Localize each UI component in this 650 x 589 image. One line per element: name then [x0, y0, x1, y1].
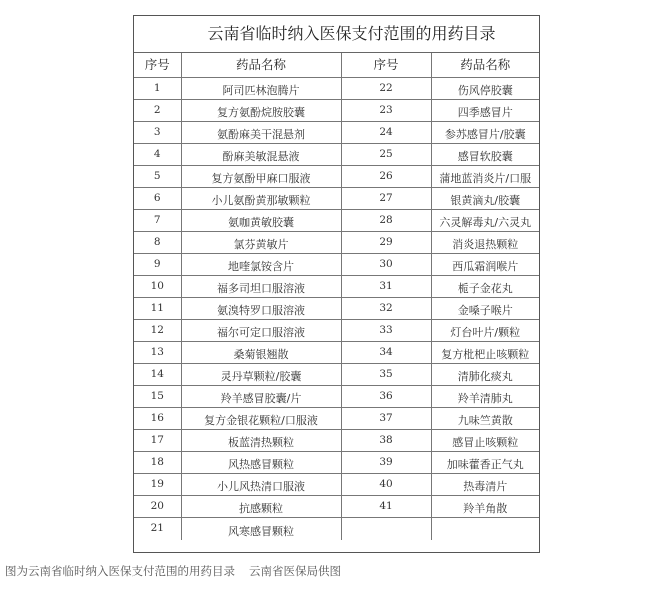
table-row	[134, 342, 539, 364]
caption-text: 图为云南省临时纳入医保支付范围的用药目录	[5, 564, 235, 578]
seq-cell: 15	[134, 386, 181, 408]
table-row	[134, 144, 539, 166]
seq-cell: 36	[341, 386, 431, 408]
table-row	[134, 364, 539, 386]
table-row	[134, 452, 539, 474]
seq-cell	[341, 518, 431, 540]
drug-name-cell: 复方枇杷止咳颗粒	[431, 342, 539, 364]
table-row	[134, 386, 539, 408]
drug-name-cell: 清肺化痰丸	[431, 364, 539, 386]
header-seq: 序号	[134, 53, 181, 78]
drug-name-cell: 氨咖黄敏胶囊	[181, 210, 341, 232]
drug-name-cell: 酚麻美敏混悬液	[181, 144, 341, 166]
drug-table	[134, 53, 539, 540]
seq-cell: 32	[341, 298, 431, 320]
drug-name-cell: 风寒感冒颗粒	[181, 518, 341, 540]
drug-name-cell: 伤风停胶囊	[431, 78, 539, 100]
seq-cell: 13	[134, 342, 181, 364]
seq-cell: 20	[134, 496, 181, 518]
seq-cell: 38	[341, 430, 431, 452]
drug-name-cell: 感冒止咳颗粒	[431, 430, 539, 452]
table-row	[134, 276, 539, 298]
image-caption	[5, 563, 650, 579]
seq-cell: 7	[134, 210, 181, 232]
drug-name-cell: 阿司匹林泡腾片	[181, 78, 341, 100]
seq-cell: 10	[134, 276, 181, 298]
table-row	[134, 320, 539, 342]
seq-cell: 27	[341, 188, 431, 210]
drug-name-cell: 栀子金花丸	[431, 276, 539, 298]
drug-name-cell: 桑菊银翘散	[181, 342, 341, 364]
seq-cell: 12	[134, 320, 181, 342]
drug-name-cell: 热毒清片	[431, 474, 539, 496]
table-row	[134, 210, 539, 232]
table-row	[134, 166, 539, 188]
drug-name-cell: 复方氨酚甲麻口服液	[181, 166, 341, 188]
table-row	[134, 122, 539, 144]
drug-name-cell: 羚羊感冒胶囊/片	[181, 386, 341, 408]
drug-name-cell: 西瓜霜润喉片	[431, 254, 539, 276]
seq-cell: 31	[341, 276, 431, 298]
seq-cell: 34	[341, 342, 431, 364]
drug-name-cell: 蒲地蓝消炎片/口服	[431, 166, 539, 188]
header-name: 药品名称	[181, 53, 341, 78]
seq-cell: 21	[134, 518, 181, 540]
drug-name-cell: 加味藿香正气丸	[431, 452, 539, 474]
table-row	[134, 474, 539, 496]
seq-cell: 19	[134, 474, 181, 496]
drug-name-cell: 六灵解毒丸/六灵丸	[431, 210, 539, 232]
table-title: 云南省临时纳入医保支付范围的用药目录	[134, 16, 539, 53]
seq-cell: 2	[134, 100, 181, 122]
drug-name-cell	[431, 518, 539, 540]
drug-name-cell: 氯芬黄敏片	[181, 232, 341, 254]
drug-name-cell: 氨酚麻美干混悬剂	[181, 122, 341, 144]
table-row	[134, 254, 539, 276]
drug-name-cell: 氨溴特罗口服溶液	[181, 298, 341, 320]
table-header-row	[134, 53, 539, 78]
seq-cell: 8	[134, 232, 181, 254]
seq-cell: 28	[341, 210, 431, 232]
drug-name-cell: 复方氨酚烷胺胶囊	[181, 100, 341, 122]
seq-cell: 16	[134, 408, 181, 430]
drug-list-image	[133, 15, 540, 553]
seq-cell: 22	[341, 78, 431, 100]
drug-name-cell: 抗感颗粒	[181, 496, 341, 518]
drug-name-cell: 小儿风热清口服液	[181, 474, 341, 496]
drug-name-cell: 参苏感冒片/胶囊	[431, 122, 539, 144]
drug-name-cell: 九味竺黄散	[431, 408, 539, 430]
seq-cell: 9	[134, 254, 181, 276]
seq-cell: 26	[341, 166, 431, 188]
table-row	[134, 188, 539, 210]
seq-cell: 3	[134, 122, 181, 144]
table-row	[134, 100, 539, 122]
seq-cell: 1	[134, 78, 181, 100]
seq-cell: 41	[341, 496, 431, 518]
drug-name-cell: 金嗓子喉片	[431, 298, 539, 320]
caption-credit: 云南省医保局供图	[249, 564, 341, 578]
seq-cell: 35	[341, 364, 431, 386]
seq-cell: 23	[341, 100, 431, 122]
seq-cell: 33	[341, 320, 431, 342]
drug-name-cell: 消炎退热颗粒	[431, 232, 539, 254]
seq-cell: 24	[341, 122, 431, 144]
table-row	[134, 232, 539, 254]
drug-name-cell: 羚羊角散	[431, 496, 539, 518]
table-row	[134, 78, 539, 100]
seq-cell: 30	[341, 254, 431, 276]
seq-cell: 17	[134, 430, 181, 452]
drug-name-cell: 小儿氨酚黄那敏颗粒	[181, 188, 341, 210]
drug-name-cell: 复方金银花颗粒/口服液	[181, 408, 341, 430]
table-row	[134, 430, 539, 452]
table-row	[134, 408, 539, 430]
drug-name-cell: 福尔可定口服溶液	[181, 320, 341, 342]
drug-name-cell: 四季感冒片	[431, 100, 539, 122]
seq-cell: 29	[341, 232, 431, 254]
drug-name-cell: 地喹氯铵含片	[181, 254, 341, 276]
seq-cell: 25	[341, 144, 431, 166]
seq-cell: 39	[341, 452, 431, 474]
seq-cell: 18	[134, 452, 181, 474]
header-seq: 序号	[341, 53, 431, 78]
table-row	[134, 496, 539, 518]
drug-name-cell: 感冒软胶囊	[431, 144, 539, 166]
seq-cell: 6	[134, 188, 181, 210]
seq-cell: 40	[341, 474, 431, 496]
table-row	[134, 518, 539, 540]
drug-name-cell: 灯台叶片/颗粒	[431, 320, 539, 342]
drug-name-cell: 银黄滴丸/胶囊	[431, 188, 539, 210]
seq-cell: 5	[134, 166, 181, 188]
table-row	[134, 298, 539, 320]
drug-name-cell: 福多司坦口服溶液	[181, 276, 341, 298]
seq-cell: 4	[134, 144, 181, 166]
drug-name-cell: 羚羊清肺丸	[431, 386, 539, 408]
drug-name-cell: 板蓝清热颗粒	[181, 430, 341, 452]
seq-cell: 14	[134, 364, 181, 386]
seq-cell: 37	[341, 408, 431, 430]
drug-name-cell: 灵丹草颗粒/胶囊	[181, 364, 341, 386]
header-name: 药品名称	[431, 53, 539, 78]
seq-cell: 11	[134, 298, 181, 320]
drug-name-cell: 风热感冒颗粒	[181, 452, 341, 474]
